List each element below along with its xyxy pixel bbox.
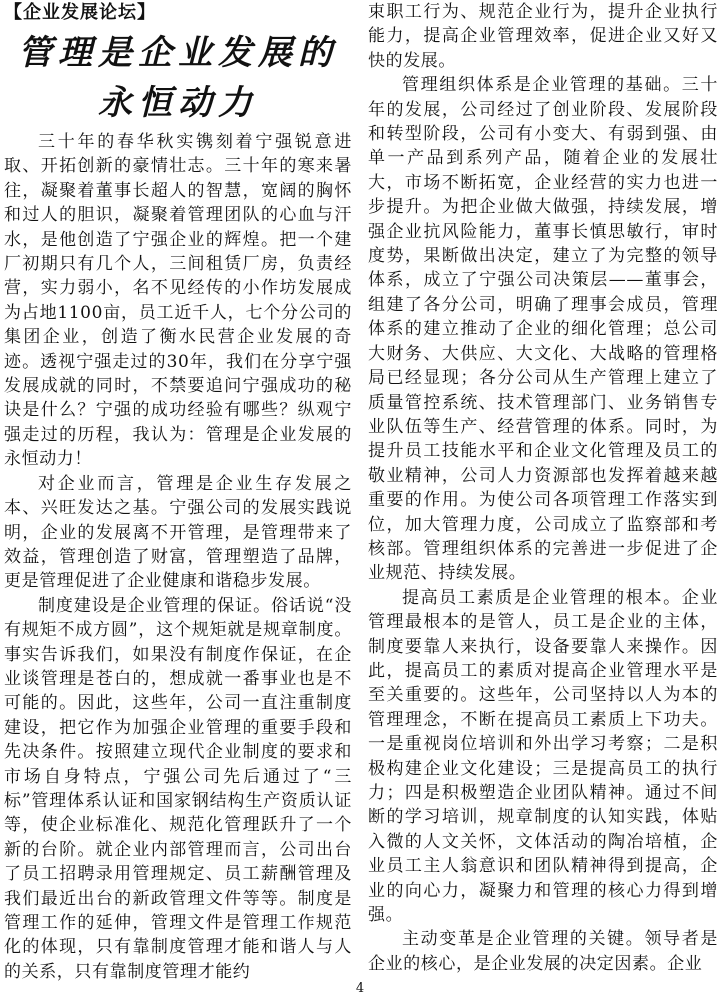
right-column (368, 0, 718, 976)
page-number: 4 (355, 981, 365, 996)
left-body (4, 130, 352, 984)
title-line-2: 永恒动力 (98, 83, 258, 123)
paragraph-continued: 束职工行为、规范企业行为，提升企业执行能力，提高企业管理效率，促进企业又好又快的发展。 (368, 2, 718, 71)
paragraph: 管理组织体系是企业管理的基础。三十年的发展，公司经过了创业阶段、发展阶段和转型阶段，公司有小变大、有弱到强、由单一产品到系列产品，随着企业的发展壮大，市场不断拓宽，企业经营的实力也进一步提升。为把企业做大做强，持续发展，增强企业抗风险能力，董事长慎思敏行，审时度势，果断做出决定，建立了为完整的领导体系，成立了宁强公司决策层——董事会，组建了各分公司，明确了理事会成员，管理体系的建立推动了企业的细化管理；总公司大财务、大供应、大文化、大战略的管理格局已经显现；各分公司从生产管理上建立了质量管控系统、技术管理部门、业务销售专业队伍等生产、经营管理的体系。同时，为提升员工技能水平和企业文化管理及员工的敬业精神，公司人力资源部也发挥着越来越重要的作用。为使公司各项管理工作落实到位，加大管理力度，公司成立了监察部和考核部。管理组织体系的完善进一步促进了企业规范、持续发展。 (368, 75, 718, 584)
paragraph: 对企业而言，管理是企业生存发展之本、兴旺发达之基。宁强公司的发展实践说明，企业的发展离不开管理，是管理带来了效益，管理创造了财富，管理塑造了品牌，更是管理促进了企业健康和谐稳步发展。 (4, 473, 352, 592)
paragraph: 制度建设是企业管理的保证。俗话说“没有规矩不成方圆”，这个规矩就是规章制度。事实告诉我们，如果没有制度作保证，在企业谈管理是苍白的，想成就一番事业也是不可能的。因此，这些年，公司一直注重制度建设，把它作为加强企业管理的重要手段和先决条件。按照建立现代企业制度的要求和市场自身特点，宁强公司先后通过了“三标”管理体系认证和国家钢结构生产资质认证等，使企业标准化、规范化管理跃升了一个新的台阶。就企业内部管理而言，公司出台了员工招聘录用管理规定、员工薪酬管理及我们最近出台的新政管理文件等等。制度是管理工作的延伸，管理文件是管理工作规范化的体现，只有靠制度管理才能和谐人与人的关系，只有靠制度管理才能约 (4, 595, 352, 982)
title-line-1: 管理是企业发展的 (18, 33, 338, 73)
right-body (368, 0, 718, 976)
paragraph: 主动变革是企业管理的关键。领导者是企业的核心，是企业发展的决定因素。企业 (368, 929, 718, 974)
paragraph: 三十年的春华秋实镌刻着宁强锐意进取、开拓创新的豪情壮志。三十年的寒来暑往，凝聚着董事长超人的智慧，宽阔的胸怀和过人的胆识，凝聚着管理团队的心血与汗水，是他创造了宁强企业的辉煌。把一个建厂初期只有几个人，三间租赁厂房，负责经营，实力弱小，名不见经传的小作坊发展成为占地1100亩，员工近千人，七个分公司的集团企业，创造了衡水民营企业发展的奇迹。透视宁强走过的30年，我们在分享宁强发展成就的同时，不禁要追问宁强成功的秘诀是什么？宁强的成功经验有哪些？纵观宁强走过的历程，我认为：管理是企业发展的永恒动力！ (4, 132, 352, 470)
article-title (4, 28, 352, 128)
left-column (4, 0, 352, 984)
paragraph: 提高员工素质是企业管理的根本。企业管理最根本的是管人，员工是企业的主体，制度要靠人来执行，设备要靠人来操作。因此，提高员工的素质对提高企业管理水平是至关重要的。这些年，公司坚持以人为本的管理理念，不断在提高员工素质上下功夫。一是重视岗位培训和外出学习考察；二是积极构建企业文化建设；三是提高员工的执行力；四是积极塑造企业团队精神。通过不间断的学习培训，规章制度的认知实践，体贴入微的人文关怀，文体活动的陶冶培植，企业员工主人翁意识和团队精神得到提高，企业的向心力，凝聚力和管理的核心力得到增强。 (368, 587, 718, 926)
column-tag: 【企业发展论坛】 (4, 2, 156, 23)
